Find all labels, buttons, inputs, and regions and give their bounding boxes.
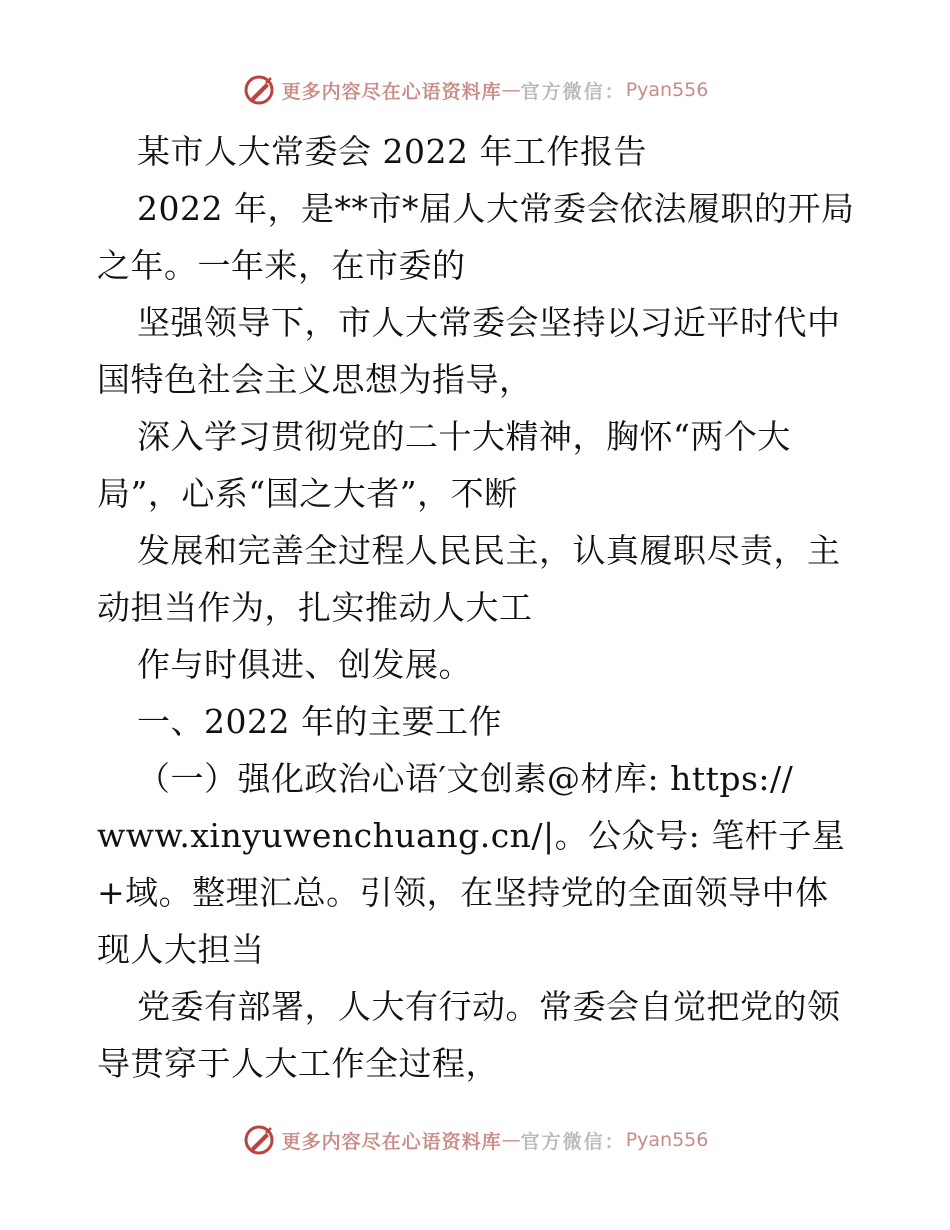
paragraph-line: +域。整理汇总。引领，在坚持党的全面领导中体 xyxy=(97,873,829,912)
paragraph-line: 动担当作为，扎实推动人大工 xyxy=(97,588,533,627)
watermark-slogan: 更多内容尽在心语资料库 xyxy=(281,1130,502,1153)
subsection-heading: （一）强化政治心语′文创素@材库: https:// xyxy=(137,759,794,798)
footer-watermark xyxy=(0,1120,950,1160)
document-body xyxy=(97,123,857,1092)
paragraph-line: 2022 年，是**市*届人大常委会依法履职的开局 xyxy=(137,189,855,228)
paragraph-line: 深入学习贯彻党的二十大精神，胸怀“两个大 xyxy=(137,417,791,456)
watermark-official-label: 官方微信： xyxy=(520,80,626,103)
paragraph-line: www.xinyuwenchuang.cn/|。公众号: 笔杆子星 xyxy=(97,816,846,855)
quill-pen-icon xyxy=(242,73,276,107)
watermark-dash: — xyxy=(501,79,521,101)
paragraph-line: 之年。一年来，在市委的 xyxy=(97,246,466,285)
paragraph-line: 发展和完善全过程人民民主，认真履职尽责，主 xyxy=(137,531,841,570)
quill-pen-icon xyxy=(242,1123,276,1157)
paragraph-line: 导贯穿于人大工作全过程， xyxy=(97,1044,499,1083)
paragraph-line: 党委有部署，人大有行动。常委会自觉把党的领 xyxy=(137,987,841,1026)
watermark-slogan: 更多内容尽在心语资料库 xyxy=(281,80,502,103)
document-title: 某市人大常委会 2022 年工作报告 xyxy=(137,132,647,171)
header-watermark xyxy=(0,70,950,110)
paragraph-line: 现人大担当 xyxy=(97,930,265,969)
watermark-official-label: 官方微信： xyxy=(520,1130,626,1153)
paragraph-line: 坚强领导下，市人大常委会坚持以习近平时代中 xyxy=(137,303,841,342)
paragraph-line: 国特色社会主义思想为指导， xyxy=(97,360,533,399)
paragraph-line: 作与时俱进、创发展。 xyxy=(137,645,472,684)
watermark-handle: Pyan556 xyxy=(625,1129,709,1151)
paragraph-line: 局”，心系“国之大者”，不断 xyxy=(97,474,518,513)
watermark-dash: — xyxy=(501,1129,521,1151)
watermark-handle: Pyan556 xyxy=(625,79,709,101)
section-heading: 一、2022 年的主要工作 xyxy=(137,702,502,741)
